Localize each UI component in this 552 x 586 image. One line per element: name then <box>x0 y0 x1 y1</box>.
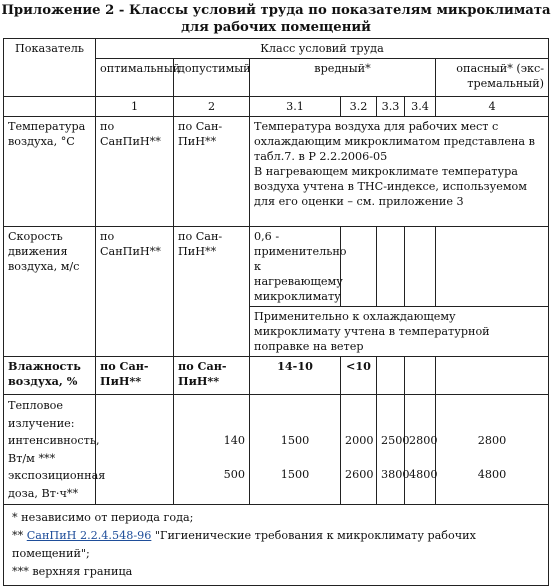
footnote-2 <box>12 527 540 563</box>
humidity-4 <box>436 357 549 395</box>
thermal-3-3 <box>377 395 410 505</box>
thermal-4 <box>436 395 549 505</box>
air-speed-3-2 <box>341 227 377 307</box>
air-speed-3-4 <box>405 227 436 307</box>
header-harmful: вредный* <box>250 59 436 97</box>
humidity-label: Влажность воздуха, % <box>4 357 96 395</box>
dose-value: 1500 <box>280 468 310 481</box>
air-speed-label: Скорость движения воздуха, м/с <box>4 227 96 357</box>
temperature-label: Температура воздуха, °С <box>4 117 96 227</box>
air-speed-3-3 <box>377 227 405 307</box>
humidity-3-4 <box>405 357 436 395</box>
dose-value: 500 <box>223 468 245 481</box>
intensity-value: 2000 <box>345 434 374 447</box>
intensity-value: 2800 <box>477 434 507 447</box>
dose-value: 2600 <box>345 468 374 481</box>
footnote-1: * независимо от периода года; <box>12 511 194 524</box>
header-dangerous: опасный* (экс-тремальный) <box>436 59 549 97</box>
intensity-value: 2800 <box>409 434 438 447</box>
temperature-notes <box>250 117 549 227</box>
dose-label: экспозиционная доза, Вт·ч** <box>8 469 106 500</box>
header-indicator: Показатель <box>4 39 96 97</box>
thermal-3-1 <box>250 395 341 505</box>
air-speed-3-1: 0,6 - применительно к нагревающему микроклимату <box>250 227 341 307</box>
header-permissible: допустимый <box>174 59 250 97</box>
header-class-group: Класс условий труда <box>96 39 549 59</box>
header-optimal: оптимальный <box>96 59 174 97</box>
dose-value: 4800 <box>409 468 438 481</box>
temperature-permissible: по Сан-ПиН** <box>174 117 250 227</box>
header-num-1: 1 <box>96 97 174 117</box>
humidity-3-2: <10 <box>341 357 377 395</box>
intensity-label: интенсивность, Вт/м *** <box>8 434 100 465</box>
humidity-permissible: по Сан-ПиН** <box>174 357 250 395</box>
temperature-note-hot: В нагревающем микроклимате температура воздуха учтена в ТНС-индексе, используемом для его оценки – см. приложение 3 <box>254 165 527 208</box>
sanpin-link[interactable]: СанПиН 2.2.4.548-96 <box>26 529 152 542</box>
intensity-value: 2500 <box>381 434 410 447</box>
header-num-3-4: 3.4 <box>405 97 436 117</box>
intensity-value: 140 <box>223 434 245 447</box>
header-num-3-3: 3.3 <box>377 97 405 117</box>
humidity-3-3 <box>377 357 405 395</box>
header-num-empty <box>4 97 96 117</box>
thermal-optimal <box>96 395 174 505</box>
thermal-3-2 <box>341 395 377 505</box>
air-speed-optimal: по СанПиН** <box>96 227 174 357</box>
temperature-note-cold: Температура воздуха для рабочих мест с охлаждающим микроклиматом представлена в табл.7. в Р 2.2.2006-05 <box>254 120 535 163</box>
thermal-3-4 <box>405 395 436 505</box>
microclimate-table <box>3 38 549 586</box>
intensity-value: 1500 <box>280 434 310 447</box>
thermal-permissible <box>174 395 250 505</box>
temperature-optimal: по СанПиН** <box>96 117 174 227</box>
page-title: Приложение 2 - Классы условий труда по показателям микроклимата для рабочих помещений <box>1 3 551 35</box>
dose-value: 3800 <box>381 468 410 481</box>
humidity-3-1: 14-10 <box>250 357 341 395</box>
footnote-2-prefix: ** <box>12 529 27 542</box>
humidity-optimal: по Сан-ПиН** <box>96 357 174 395</box>
header-num-3-1: 3.1 <box>250 97 341 117</box>
air-speed-note: Применительно к охлаждающему микроклимату учтена в температурной поправке на ветер <box>250 307 549 357</box>
air-speed-permissible: по Сан-ПиН** <box>174 227 250 357</box>
header-num-4: 4 <box>436 97 549 117</box>
header-num-3-2: 3.2 <box>341 97 377 117</box>
footnote-3: *** верхняя граница <box>12 565 133 578</box>
thermal-radiation-label <box>4 395 106 505</box>
air-speed-4 <box>436 227 549 307</box>
header-num-2: 2 <box>174 97 250 117</box>
footnote-2-text: "Гигиенические требования к микроклимату рабочих помещений"; <box>12 529 476 560</box>
thermal-radiation-title: Тепловое излучение: <box>8 399 75 430</box>
dose-value: 4800 <box>477 468 507 481</box>
footnotes <box>4 505 549 586</box>
